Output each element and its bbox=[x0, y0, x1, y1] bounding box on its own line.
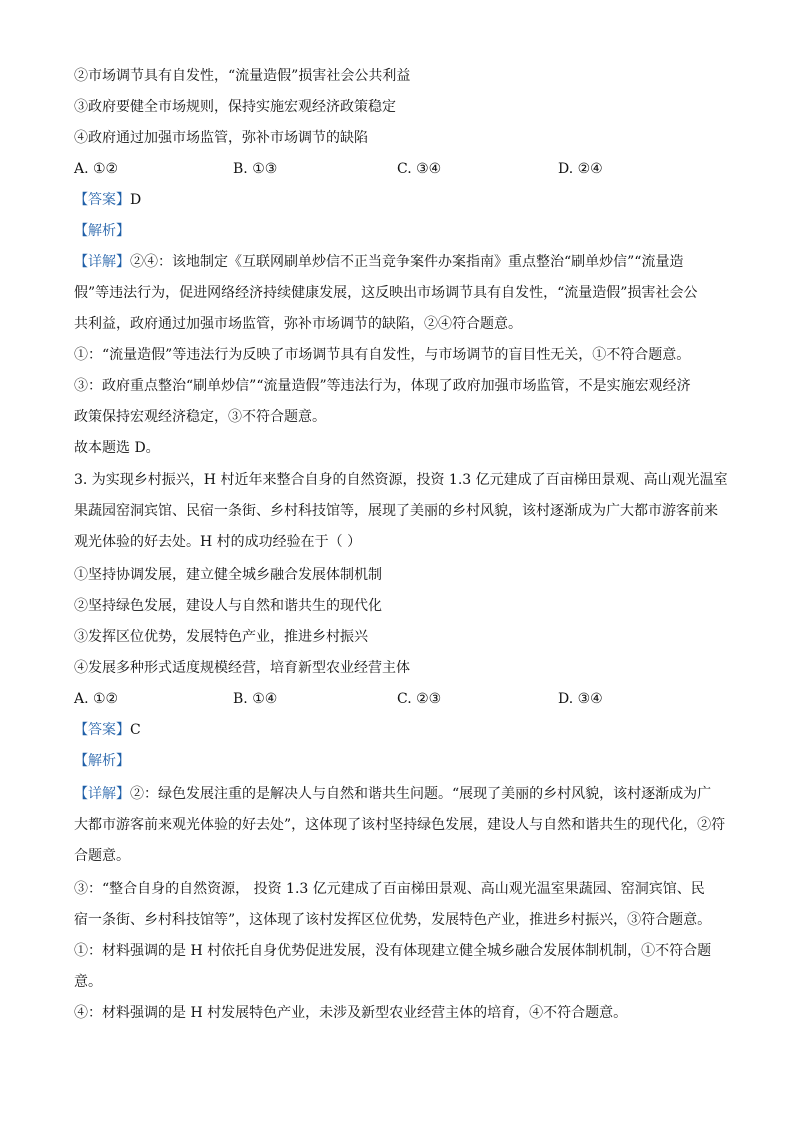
q3-item-4: ④发展多种形式适度规模经营，培育新型农业经营主体 bbox=[74, 660, 410, 676]
q3-explain-4: ④：材料强调的是 H 村发展特色产业，未涉及新型农业经营主体的培育，④不符合题意。 bbox=[74, 1005, 628, 1021]
q3-answer-line bbox=[74, 720, 734, 740]
q3-option-a: A. ①② bbox=[74, 691, 119, 707]
q3-analysis-line bbox=[74, 751, 734, 771]
q3-explain-3b: 宿一条街、乡村科技馆等”，这体现了该村发挥区位优势，发展特色产业，推进乡村振兴，③符合题意。 bbox=[74, 912, 712, 928]
q3-item-3: ③发挥区位优势，发展特色产业，推进乡村振兴 bbox=[74, 629, 368, 645]
q3-explain-1b: 意。 bbox=[74, 974, 102, 990]
q2-detail-text-1: ②④：该地制定《互联网刷单炒信不正当竞争案件办案指南》重点整治“刷单炒信”“流量造 bbox=[130, 254, 684, 270]
q3-option-b: B. ①④ bbox=[233, 691, 278, 707]
q3-detail-line-2: 大都市游客前来观光体验的好去处”，这体现了该村坚持绿色发展，建设人与自然和谐共生的现代化，②符 bbox=[74, 817, 726, 833]
q2-answer-value: D bbox=[130, 192, 142, 208]
q2-detail-tag: 【详解】 bbox=[74, 254, 130, 270]
q2-conclusion: 故本题选 D。 bbox=[74, 440, 160, 456]
q2-detail-line-3: 共利益，政府通过加强市场监管，弥补市场调节的缺陷，②④符合题意。 bbox=[74, 316, 522, 332]
q3-detail-tag: 【详解】 bbox=[74, 786, 130, 802]
q3-explain-1a: ①：材料强调的是 H 村依托自身优势促进发展，没有体现建立健全城乡融合发展体制机制，①不符合题 bbox=[74, 943, 712, 959]
q3-option-c: C. ②③ bbox=[397, 691, 442, 707]
q3-item-2: ②坚持绿色发展，建设人与自然和谐共生的现代化 bbox=[74, 598, 382, 614]
q3-analysis-tag: 【解析】 bbox=[74, 753, 130, 769]
q2-answer-tag: 【答案】 bbox=[74, 192, 130, 208]
q3-detail-line-1 bbox=[74, 784, 734, 804]
q3-detail-text-1: ②：绿色发展注重的是解决人与自然和谐共生问题。“展现了美丽的乡村风貌，该村逐渐成为广 bbox=[130, 786, 712, 802]
q2-option-c: C. ③④ bbox=[397, 161, 442, 177]
q2-analysis-tag: 【解析】 bbox=[74, 223, 130, 239]
q2-item-2: ②市场调节具有自发性，“流量造假”损害社会公共利益 bbox=[74, 68, 411, 84]
q2-item-4: ④政府通过加强市场监管，弥补市场调节的缺陷 bbox=[74, 130, 368, 146]
q2-option-a: A. ①② bbox=[74, 161, 119, 177]
q3-item-1: ①坚持协调发展，建立健全城乡融合发展体制机制 bbox=[74, 567, 382, 583]
q3-detail-line-3: 合题意。 bbox=[74, 848, 130, 864]
q3-stem-3: 观光体验的好去处。H 村的成功经验在于（ ） bbox=[74, 534, 362, 550]
q3-stem-2: 果蔬园窑洞宾馆、民宿一条街、乡村科技馆等，展现了美丽的乡村风貌，该村逐渐成为广大都市游客前来 bbox=[74, 503, 718, 519]
q3-explain-3a: ③：“整合自身的自然资源， 投资 1.3 亿元建成了百亩梯田景观、高山观光温室果蔬园、窑洞宾馆、民 bbox=[74, 881, 705, 897]
q2-detail-line-1 bbox=[74, 252, 734, 272]
q2-item-3: ③政府要健全市场规则，保持实施宏观经济政策稳定 bbox=[74, 99, 396, 115]
q3-option-d: D. ③④ bbox=[558, 691, 603, 707]
q3-answer-tag: 【答案】 bbox=[74, 722, 130, 738]
q2-option-d: D. ②④ bbox=[558, 161, 603, 177]
q2-explain-1: ①：“流量造假”等违法行为反映了市场调节具有自发性，与市场调节的盲目性无关，①不符合题意。 bbox=[74, 347, 691, 363]
q2-option-b: B. ①③ bbox=[233, 161, 278, 177]
q2-detail-line-2: 假”等违法行为，促进网络经济持续健康发展，这反映出市场调节具有自发性，“流量造假”损害社会公 bbox=[74, 285, 698, 301]
q3-stem-1: 3. 为实现乡村振兴，H 村近年来整合自身的自然资源，投资 1.3 亿元建成了百亩梯田景观、高山观光温室 bbox=[74, 472, 728, 488]
q2-analysis-line bbox=[74, 221, 734, 241]
q2-answer-line bbox=[74, 190, 734, 210]
q3-answer-value: C bbox=[130, 722, 141, 738]
q2-explain-3a: ③：政府重点整治“刷单炒信”“流量造假”等违法行为，体现了政府加强市场监管，不是实施宏观经济 bbox=[74, 378, 691, 394]
q2-explain-3b: 政策保持宏观经济稳定，③不符合题意。 bbox=[74, 409, 326, 425]
